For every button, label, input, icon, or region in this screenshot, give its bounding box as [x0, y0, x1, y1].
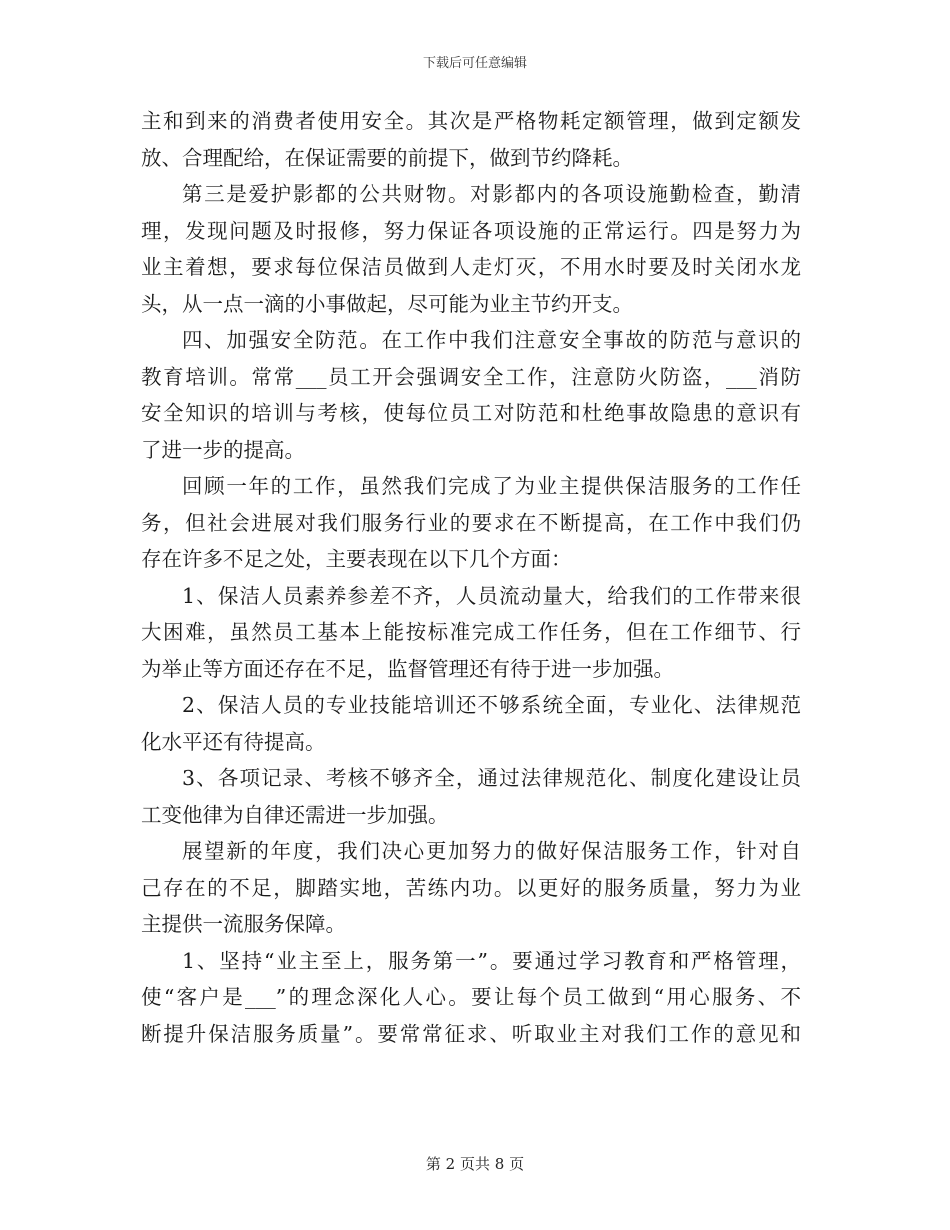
- text-line: 务，但社会进展对我们服务行业的要求在不断提高，在工作中我们仍: [141, 510, 801, 535]
- text-line: 展望新的年度，我们决心更加努力的做好保洁服务工作，针对自: [182, 839, 801, 863]
- document-body: [141, 103, 801, 1052]
- text-line: 为举止等方面还存在不足，监督管理还有待于进一步加强。: [141, 656, 674, 681]
- text-line: 头，从一点一滴的小事做起，尽可能为业主节约开支。: [141, 291, 633, 316]
- text-line: 放、合理配给，在保证需要的前提下，做到节约降耗。: [141, 145, 633, 170]
- text-line: 四、加强安全防范。在工作中我们注意安全事故的防范与意识的: [182, 328, 801, 352]
- page-number: 第 2 页共 8 页: [425, 1155, 525, 1173]
- text-line: 安全知识的培训与考核，使每位员工对防范和杜绝事故隐患的意识有: [141, 401, 801, 425]
- text-line: 2、保洁人员的专业技能培训还不够系统全面，专业化、法律规范: [182, 693, 801, 717]
- text-line: 使“客户是___”的理念深化人心。要让每个员工做到“用心服务、不: [141, 985, 801, 1009]
- text-line: 理，发现问题及时报修，努力保证各项设施的正常运行。四是努力为: [141, 218, 801, 243]
- text-line: 1、保洁人员素养参差不齐，人员流动量大，给我们的工作带来很: [182, 583, 801, 608]
- text-line: 了进一步的提高。: [141, 437, 305, 462]
- text-line: 大困难，虽然员工基本上能按标准完成工作任务，但在工作细节、行: [141, 620, 801, 644]
- text-line: 主和到来的消费者使用安全。其次是严格物耗定额管理，做到定额发: [141, 109, 801, 133]
- page-header: 下载后可任意编辑: [422, 56, 527, 71]
- text-line: 主提供一流服务保障。: [141, 912, 346, 936]
- text-line: 己存在的不足，脚踏实地，苦练内功。以更好的服务质量，努力为业: [141, 875, 801, 900]
- text-line: 业主着想，要求每位保洁员做到人走灯灭，不用水时要及时关闭水龙: [141, 255, 801, 279]
- text-line: 化水平还有待提高。: [141, 729, 326, 754]
- text-line: 断提升保洁服务质量”。要常常征求、听取业主对我们工作的意见和: [141, 1021, 801, 1046]
- text-line: 3、各项记录、考核不够齐全，通过法律规范化、制度化建设让员: [182, 766, 801, 790]
- text-line: 1、坚持“业主至上，服务第一”。要通过学习教育和严格管理，: [182, 948, 801, 973]
- text-line: 工变他律为自律还需进一步加强。: [141, 802, 449, 827]
- text-line: 回顾一年的工作，虽然我们完成了为业主提供保洁服务的工作任: [182, 474, 801, 498]
- text-line: 第三是爱护影都的公共财物。对影都内的各项设施勤检查，勤清: [182, 182, 801, 206]
- text-line: 教育培训。常常___员工开会强调安全工作，注意防火防盗，___消防: [141, 364, 801, 389]
- text-line: 存在许多不足之处，主要表现在以下几个方面：: [141, 547, 572, 571]
